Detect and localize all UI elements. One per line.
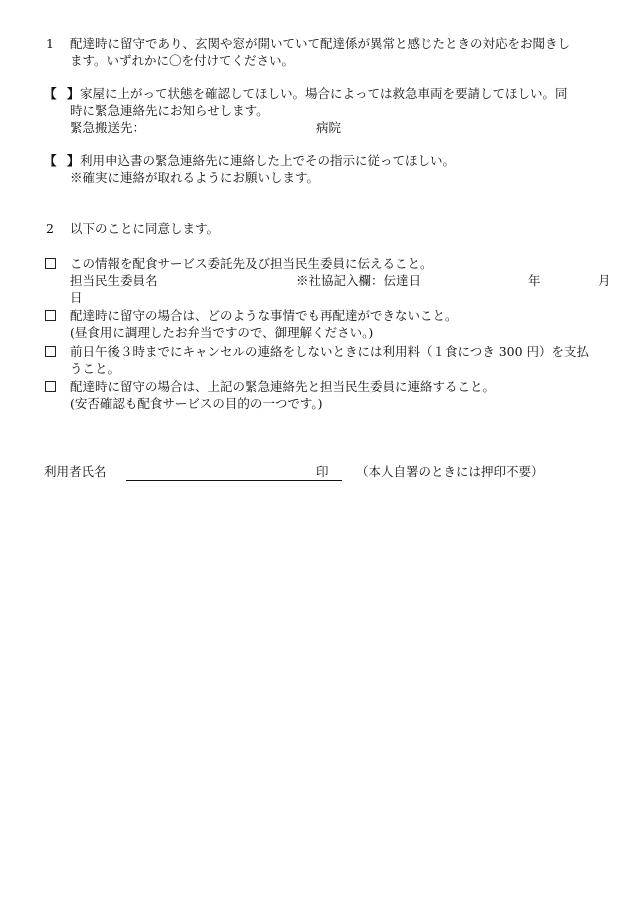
agree-checkbox-no-redelivery[interactable] [45,310,56,321]
option1-text-line1: 家屋に上がって状態を確認してほしい。場合によっては救急車両を要請してほしい。同 [80,86,568,101]
option1-bracket-open: 【 [44,86,57,101]
section2-number: 2 [46,221,54,236]
day-label: 日 [70,290,83,305]
item2-text-line1: 配達時に留守の場合は、どのような事情でも再配達ができないこと。 [70,308,458,323]
item1-text: この情報を配食サービス委託先及び担当民生委員に伝えること。 [70,256,433,271]
option2-bracket-open: 【 [44,153,57,168]
option1-bracket-close: 】 [67,86,80,101]
section1-text-line1: 配達時に留守であり、玄関や窓が開いていて配達係が異常と感じたときの対応をお聞きし [70,36,571,51]
signature-note: （本人自署のときには押印不要） [356,464,544,479]
hospital-label: 病院 [316,120,342,135]
signature-line [126,480,342,481]
agree-checkbox-contact[interactable] [45,381,56,392]
item3-text-line2: うこと。 [70,361,121,376]
transport-label: 緊急搬送先： [70,120,146,135]
section1-number: 1 [46,36,54,51]
option2-note: ※確実に連絡が取れるようにお願いします。 [70,170,320,185]
month-label: 月 [598,273,611,288]
option2-bracket-close: 】 [67,153,80,168]
seal-label: 印 [316,464,329,479]
agree-checkbox-cancel-fee[interactable] [45,346,56,357]
item4-text-line1: 配達時に留守の場合は、上記の緊急連絡先と担当民生委員に連絡すること。 [70,379,496,394]
option1-text-line2: 時に緊急連絡先にお知らせします。 [70,103,269,118]
signature-label: 利用者氏名 [44,464,107,479]
item3-text-line1: 前日午後３時までにキャンセルの連絡をしないときには利用料（１食につき 300 円）を支払 [70,344,590,359]
year-label: 年 [528,273,541,288]
section2-title: 以下のことに同意します。 [70,221,220,236]
signature-field[interactable] [126,462,316,480]
agree-checkbox-info-share[interactable] [45,258,56,269]
item2-text-line2: (昼食用に調理したお弁当ですので、御理解ください。) [70,325,374,340]
social-welfare-field-label: ※社協記入欄：伝達日 [296,273,422,288]
option2-text-line1: 利用申込書の緊急連絡先に連絡した上でその指示に従ってほしい。 [80,153,456,168]
section1-text-line2: ます。いずれかに〇を付けてください。 [70,53,295,68]
welfare-commissioner-label: 担当民生委員名 [70,273,158,288]
item4-text-line2: (安否確認も配食サービスの目的の一つです。) [70,396,323,411]
